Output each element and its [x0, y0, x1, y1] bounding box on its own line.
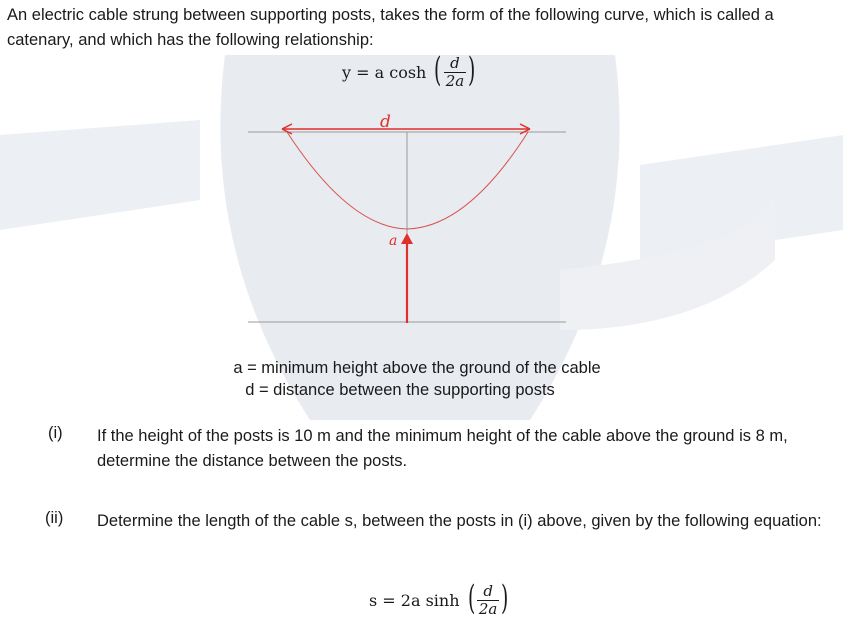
right-paren: ): [501, 578, 509, 618]
fraction-denominator: 2a: [478, 600, 498, 618]
equation-fraction: [444, 55, 467, 89]
fraction-numerator: d: [483, 582, 493, 600]
equation-lhs: s = 2a sinh: [369, 590, 465, 610]
right-paren: ): [468, 50, 476, 90]
intro-paragraph: An electric cable strung between supporting posts, takes the form of the following curve, which is called a catenary, and which has the following relationship:: [7, 6, 774, 49]
cable-length-equation: [369, 578, 512, 618]
question-1-text: If the height of the posts is 10 m and the minimum height of the cable above the ground is 8 m, determine the distance between the posts.: [97, 427, 788, 470]
question-2-number: (ii): [45, 509, 64, 527]
question-2-text: Determine the length of the cable s, between the posts in (i) above, given by the following equation:: [97, 512, 822, 530]
catenary-diagram: [248, 105, 570, 330]
legend-d-definition: d = distance between the supporting posts: [245, 381, 555, 399]
label-a: a: [389, 233, 398, 249]
left-paren: (: [434, 50, 442, 90]
height-arrow-head: [401, 233, 413, 244]
legend-a-definition: a = minimum height above the ground of the cable: [233, 359, 601, 377]
equation-fraction: [477, 583, 500, 617]
label-d: d: [380, 112, 391, 132]
fraction-numerator: d: [450, 54, 460, 72]
equation-lhs: y = a cosh: [342, 62, 432, 82]
left-paren: (: [467, 578, 475, 618]
fraction-denominator: 2a: [445, 72, 465, 90]
catenary-equation: [342, 50, 478, 90]
question-1-number: (i): [48, 424, 63, 442]
